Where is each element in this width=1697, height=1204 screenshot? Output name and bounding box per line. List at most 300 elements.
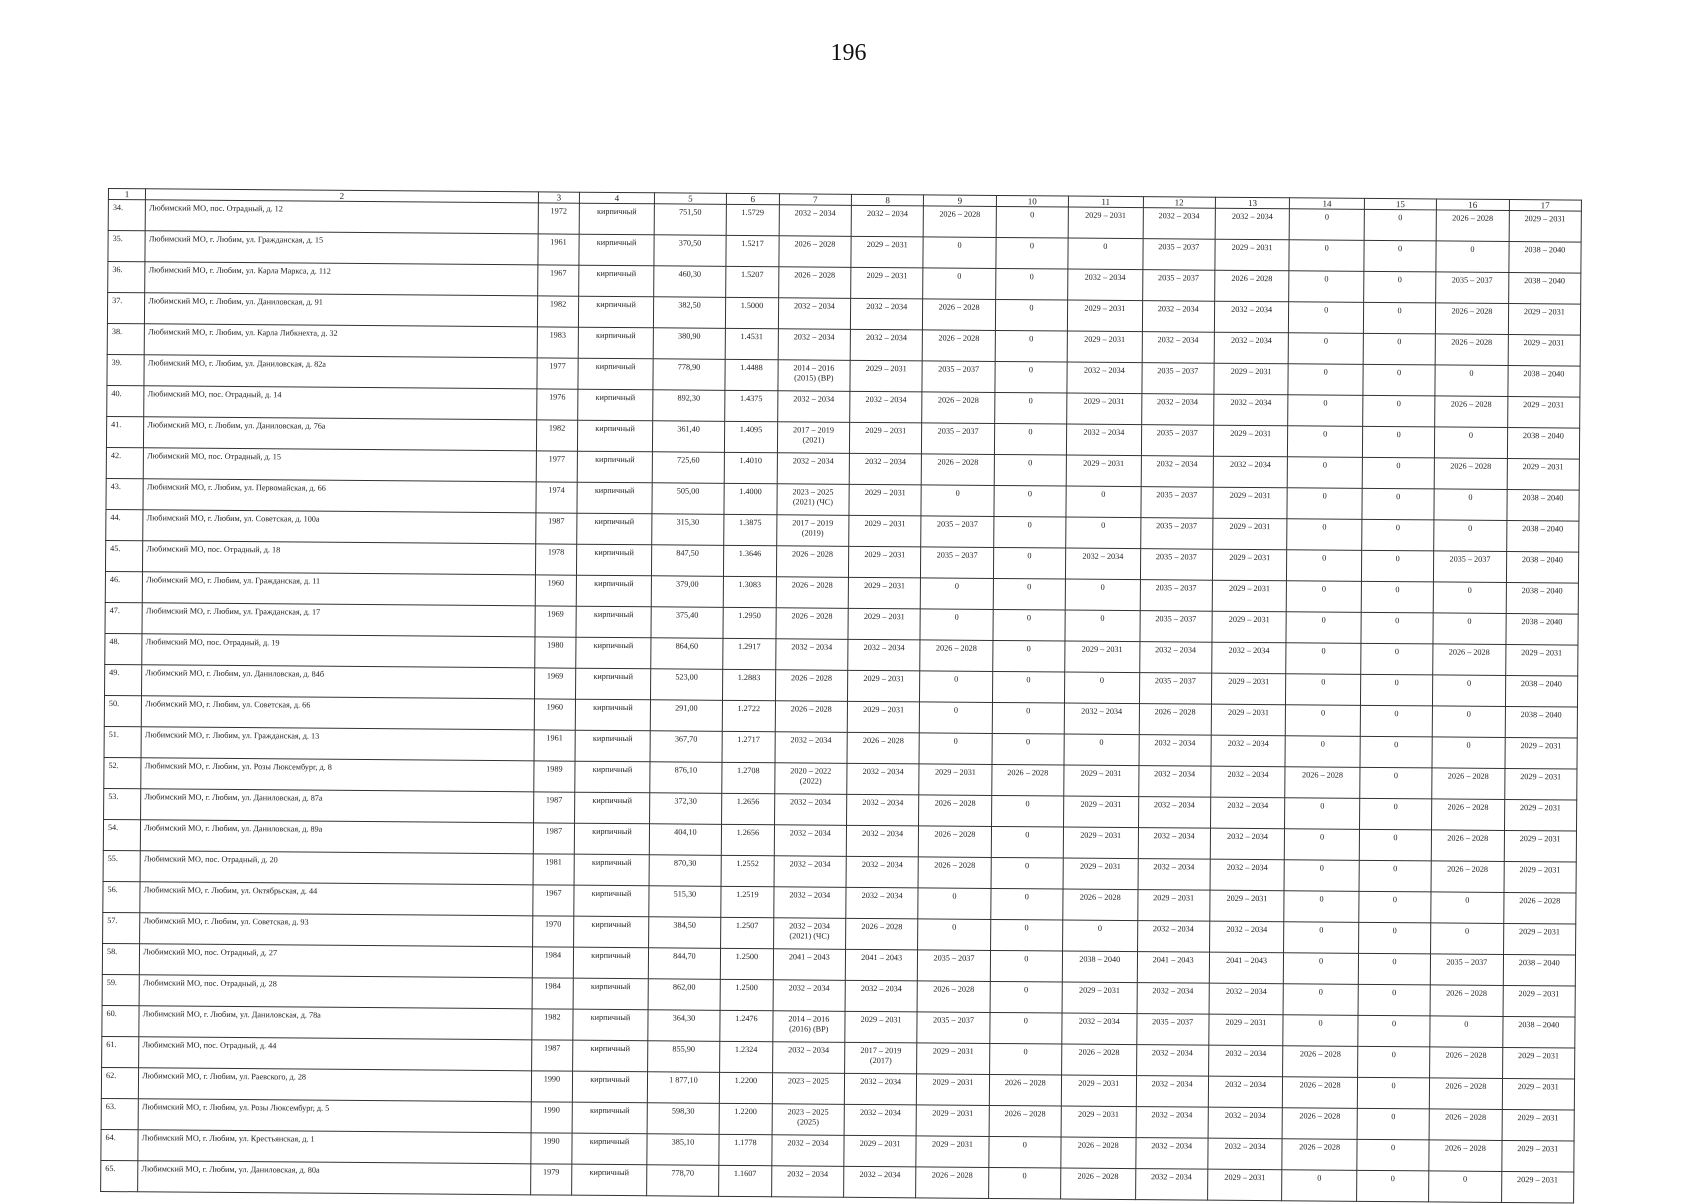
table-cell-col-13: 2029 – 2031 — [1212, 549, 1287, 581]
table-cell-col-3: 1982 — [531, 1009, 573, 1040]
table-cell-col-13: 2029 – 2031 — [1214, 363, 1289, 395]
table-cell-col-16: 2026 – 2028 — [1430, 985, 1503, 1017]
table-cell-col-4: кирпичный — [575, 792, 650, 824]
table-cell-col-12: 2032 – 2034 — [1138, 828, 1211, 860]
table-cell-col-3: 1987 — [533, 792, 575, 823]
table-cell-col-14: 0 — [1287, 550, 1362, 582]
column-header-8: 8 — [851, 194, 923, 206]
table-cell-col-11: 2029 – 2031 — [1061, 1075, 1136, 1107]
table-cell-col-1: 50. — [104, 695, 141, 726]
table-cell-col-8: 2032 – 2034 — [847, 763, 920, 795]
table-cell-col-2: Любимский МО, г. Любим, ул. Раевского, д. 28 — [139, 1068, 532, 1102]
column-header-11: 11 — [1068, 196, 1143, 208]
table-cell-col-8: 2029 – 2031 — [851, 267, 924, 299]
table-cell-col-12: 2035 – 2037 — [1142, 270, 1215, 302]
table-cell-col-11: 0 — [1068, 238, 1143, 270]
table-cell-col-5: 778,70 — [646, 1165, 719, 1197]
table-cell-col-9: 2035 – 2037 — [921, 547, 994, 579]
table-cell-col-14: 0 — [1285, 736, 1360, 768]
table-cell-col-12: 2032 – 2034 — [1141, 456, 1214, 488]
table-cell-col-16: 2026 – 2028 — [1431, 861, 1504, 893]
table-cell-col-12: 2032 – 2034 — [1138, 797, 1211, 829]
table-cell-col-6: 1.2200 — [719, 1072, 772, 1103]
table-cell-col-15: 0 — [1360, 705, 1433, 737]
column-header-2: 2 — [146, 189, 538, 203]
table-cell-col-16: 2035 – 2037 — [1434, 551, 1507, 583]
table-cell-col-6: 1.3875 — [724, 514, 777, 545]
table-cell-col-17: 2038 – 2040 — [1502, 1016, 1575, 1048]
table-cell-col-3: 1969 — [535, 606, 577, 637]
table-cell-col-2: Любимский МО, г. Любим, ул. Октябрьская, д. 44 — [140, 882, 533, 916]
table-cell-col-17: 2038 – 2040 — [1503, 954, 1576, 986]
table-cell-col-12: 2032 – 2034 — [1135, 1138, 1208, 1170]
table-cell-col-2: Любимский МО, г. Любим, ул. Гражданская, д. 11 — [142, 572, 535, 606]
table-cell-col-9: 0 — [921, 485, 994, 517]
table-cell-col-14: 2026 – 2028 — [1282, 1139, 1357, 1171]
table-cell-col-9: 0 — [918, 888, 991, 920]
table-cell-col-7: 2026 – 2028 — [776, 608, 849, 640]
table-cell-col-17: 2029 – 2031 — [1504, 768, 1577, 800]
table-cell-col-12: 2035 – 2037 — [1140, 580, 1213, 612]
table-cell-col-14: 0 — [1284, 953, 1359, 985]
table-cell-col-15: 0 — [1362, 519, 1435, 551]
table-cell-col-6: 1.1778 — [719, 1134, 772, 1165]
table-cell-col-1: 42. — [106, 447, 143, 478]
table-cell-col-2: Любимский МО, г. Любим, ул. Даниловская, д. 87а — [141, 789, 534, 823]
table-cell-col-15: 0 — [1359, 829, 1432, 861]
table-cell-col-12: 2026 – 2028 — [1139, 704, 1212, 736]
table-cell-col-1: 37. — [107, 293, 144, 324]
table-cell-col-13: 2032 – 2034 — [1208, 1107, 1283, 1139]
table-cell-col-13: 2032 – 2034 — [1209, 983, 1284, 1015]
table-cell-col-2: Любимский МО, г. Любим, ул. Даниловская, д. 84б — [142, 665, 535, 699]
cell-line: (2021) — [802, 435, 825, 445]
cell-line: 2014 – 2016 — [793, 363, 835, 373]
cell-line: 2020 – 2022 — [790, 766, 832, 776]
table-cell-col-10: 0 — [996, 206, 1069, 238]
table-cell-col-8: 2032 – 2034 — [848, 639, 921, 671]
table-cell-col-7: 2026 – 2028 — [779, 236, 852, 268]
table-cell-col-17: 2038 – 2040 — [1506, 582, 1579, 614]
table-cell-col-4: кирпичный — [576, 606, 651, 638]
table-cell-col-2: Любимский МО, г. Любим, ул. Даниловская, д. 76а — [144, 417, 537, 451]
table-cell-col-10: 0 — [995, 299, 1068, 331]
table-cell-col-15: 0 — [1361, 550, 1434, 582]
table-cell-col-6: 1.4095 — [725, 421, 778, 452]
table-cell-col-3: 1974 — [536, 482, 578, 513]
table-cell-col-11: 0 — [1064, 734, 1139, 766]
table-cell-col-14: 2026 – 2028 — [1285, 767, 1360, 799]
table-cell-col-1: 47. — [105, 602, 142, 633]
table-cell-col-6: 1.4531 — [725, 328, 778, 359]
table-cell-col-16: 2026 – 2028 — [1430, 1078, 1503, 1110]
table-cell-col-1: 65. — [101, 1160, 138, 1191]
table-cell-col-3: 1960 — [535, 575, 577, 606]
table-cell-col-15: 0 — [1363, 302, 1436, 334]
table-cell-col-10: 2026 – 2028 — [991, 764, 1064, 796]
table-cell-col-16: 0 — [1430, 1016, 1503, 1048]
table-cell-col-4: кирпичный — [574, 854, 649, 886]
table-cell-col-3: 1983 — [537, 327, 579, 358]
table-cell-col-7: 2032 – 2034 — [773, 980, 846, 1012]
table-cell-col-5: 382,50 — [653, 297, 726, 329]
table-cell-col-11: 2026 – 2028 — [1062, 1044, 1137, 1076]
table-cell-col-7: 2032 – 2034 — [772, 1042, 845, 1074]
table-cell-col-2: Любимский МО, г. Любим, ул. Даниловская, д. 82а — [144, 355, 537, 389]
table-cell-col-5: 855,90 — [647, 1041, 720, 1073]
table-cell-col-7: 2026 – 2028 — [775, 701, 848, 733]
table-cell-col-10: 0 — [992, 733, 1065, 765]
table-cell-col-7: 2026 – 2028 — [776, 546, 849, 578]
column-header-17: 17 — [1509, 200, 1582, 212]
table-cell-col-15: 0 — [1358, 1015, 1431, 1047]
table-cell-col-7: 2032 – 2034 — [772, 1135, 845, 1167]
table-cell-col-10: 2026 – 2028 — [989, 1105, 1062, 1137]
table-cell-col-10: 0 — [994, 392, 1067, 424]
table-cell-col-7 — [777, 422, 850, 454]
column-header-7: 7 — [779, 194, 851, 206]
table-cell-col-14: 0 — [1286, 705, 1361, 737]
table-cell-col-13: 2032 – 2034 — [1208, 1076, 1283, 1108]
table-cell-col-5: 380,90 — [653, 328, 726, 360]
table-cell-col-4: кирпичный — [578, 358, 653, 390]
table-cell-col-14: 0 — [1288, 426, 1363, 458]
table-cell-col-10: 0 — [994, 454, 1067, 486]
table-cell-col-14: 2026 – 2028 — [1282, 1108, 1357, 1140]
table-cell-col-12: 2032 – 2034 — [1137, 983, 1210, 1015]
table-cell-col-15: 0 — [1363, 395, 1436, 427]
table-cell-col-10: 0 — [991, 857, 1064, 889]
table-cell-col-14: 0 — [1285, 829, 1360, 861]
table-cell-col-7: 2032 – 2034 — [777, 453, 850, 485]
table-cell-col-6: 1.2324 — [720, 1041, 773, 1072]
table-cell-col-7 — [774, 763, 847, 795]
table-cell-col-9: 2026 – 2028 — [923, 330, 996, 362]
table-cell-col-6: 1.5000 — [726, 297, 779, 328]
table-cell-col-1: 53. — [104, 788, 141, 819]
table-cell-col-2: Любимский МО, г. Любим, ул. Даниловская, д. 91 — [145, 293, 538, 327]
table-cell-col-10: 2026 – 2028 — [989, 1074, 1062, 1106]
table-cell-col-5: 315,30 — [651, 514, 724, 546]
table-cell-col-15: 0 — [1364, 209, 1437, 241]
table-cell-col-9: 2026 – 2028 — [918, 857, 991, 889]
table-cell-col-14: 0 — [1284, 891, 1359, 923]
table-cell-col-7 — [772, 1104, 845, 1136]
table-cell-col-1: 35. — [108, 231, 145, 262]
table-cell-col-13: 2029 – 2031 — [1209, 1014, 1284, 1046]
table-cell-col-16: 0 — [1433, 582, 1506, 614]
table-cell-col-9: 2035 – 2037 — [921, 516, 994, 548]
table-cell-col-7 — [778, 360, 851, 392]
table-cell-col-7: 2032 – 2034 — [775, 732, 848, 764]
table-cell-col-8: 2029 – 2031 — [849, 515, 922, 547]
table-cell-col-14: 0 — [1284, 860, 1359, 892]
table-cell-col-16: 2026 – 2028 — [1435, 396, 1508, 428]
table-cell-col-5: 847,50 — [651, 545, 724, 577]
table-cell-col-9: 2035 – 2037 — [922, 361, 995, 393]
table-cell-col-12: 2032 – 2034 — [1138, 859, 1211, 891]
table-cell-col-16: 2035 – 2037 — [1436, 272, 1509, 304]
table-cell-col-2: Любимский МО, г. Любим, ул. Советская, д. 93 — [140, 913, 533, 947]
table-cell-col-4: кирпичный — [577, 544, 652, 576]
table-cell-col-12: 2032 – 2034 — [1143, 208, 1216, 240]
table-cell-col-10: 0 — [995, 330, 1068, 362]
table-cell-col-15: 0 — [1357, 1139, 1430, 1171]
table-cell-col-15: 0 — [1358, 984, 1431, 1016]
table-cell-col-6: 1.4375 — [725, 390, 778, 421]
table-cell-col-15: 0 — [1364, 240, 1437, 272]
table-cell-col-1: 48. — [105, 633, 142, 664]
table-cell-col-14: 0 — [1289, 333, 1364, 365]
table-cell-col-10: 0 — [989, 1043, 1062, 1075]
table-cell-col-2: Любимский МО, г. Любим, ул. Крестьянская, д. 1 — [138, 1130, 531, 1164]
table-cell-col-8: 2029 – 2031 — [850, 360, 923, 392]
table-cell-col-13: 2029 – 2031 — [1207, 1169, 1282, 1201]
table-cell-col-7 — [773, 1011, 846, 1043]
table-cell-col-4: кирпичный — [575, 761, 650, 793]
table-cell-col-6: 1.2708 — [722, 762, 775, 793]
table-cell-col-8: 2032 – 2034 — [844, 1104, 917, 1136]
table-cell-col-9: 2029 – 2031 — [917, 1043, 990, 1075]
table-cell-col-9: 0 — [921, 578, 994, 610]
table-cell-col-13: 2029 – 2031 — [1213, 487, 1288, 519]
column-header-14: 14 — [1290, 198, 1365, 210]
table-cell-col-15: 0 — [1360, 674, 1433, 706]
table-cell-col-10: 0 — [993, 547, 1066, 579]
table-cell-col-2: Любимский МО, пос. Отрадный, д. 27 — [140, 944, 533, 978]
table-cell-col-2: Любимский МО, пос. Отрадный, д. 19 — [142, 634, 535, 668]
table-cell-col-4: кирпичный — [572, 1133, 647, 1165]
table-cell-col-4: кирпичный — [576, 575, 651, 607]
column-header-5: 5 — [654, 193, 726, 205]
table-cell-col-15: 0 — [1359, 860, 1432, 892]
housing-register-table — [100, 188, 1582, 1204]
column-header-3: 3 — [538, 192, 580, 203]
table-cell-col-3: 1981 — [533, 854, 575, 885]
table-cell-col-2: Любимский МО, г. Любим, ул. Гражданская, д. 13 — [141, 727, 534, 761]
table-cell-col-6: 1.5217 — [726, 235, 779, 266]
table-cell-col-11: 2032 – 2034 — [1067, 362, 1142, 394]
table-cell-col-10: 0 — [995, 268, 1068, 300]
table-cell-col-5: 1 877,10 — [647, 1072, 720, 1104]
table-cell-col-1: 44. — [106, 509, 143, 540]
table-cell-col-11: 2029 – 2031 — [1067, 300, 1142, 332]
table-cell-col-5: 361,40 — [652, 421, 725, 453]
table-cell-col-14: 0 — [1283, 1015, 1358, 1047]
table-cell-col-8: 2032 – 2034 — [846, 825, 919, 857]
table-cell-col-10: 0 — [993, 609, 1066, 641]
table-cell-col-11: 2032 – 2034 — [1062, 1013, 1137, 1045]
table-cell-col-6: 1.2500 — [720, 979, 773, 1010]
table-cell-col-3: 1967 — [532, 885, 574, 916]
table-cell-col-14: 0 — [1289, 240, 1364, 272]
table-cell-col-3: 1987 — [535, 513, 577, 544]
table-cell-col-15: 0 — [1359, 798, 1432, 830]
table-cell-col-12: 2035 – 2037 — [1139, 611, 1212, 643]
table-cell-col-4: кирпичный — [574, 916, 649, 948]
table-cell-col-17: 2038 – 2040 — [1507, 427, 1580, 459]
table-cell-col-6: 1.5729 — [726, 204, 779, 235]
table-cell-col-16: 2026 – 2028 — [1430, 1047, 1503, 1079]
table-cell-col-9: 2026 – 2028 — [919, 826, 992, 858]
table-cell-col-15: 0 — [1358, 953, 1431, 985]
table-cell-col-16: 0 — [1432, 737, 1505, 769]
table-cell-col-2: Любимский МО, г. Любим, ул. Первомайская, д. 66 — [143, 479, 536, 513]
table-cell-col-8: 2029 – 2031 — [844, 1135, 917, 1167]
table-cell-col-17: 2029 – 2031 — [1502, 1047, 1575, 1079]
table-cell-col-3: 1987 — [533, 823, 575, 854]
table-cell-col-11: 2032 – 2034 — [1065, 548, 1140, 580]
table-cell-col-11: 0 — [1065, 579, 1140, 611]
table-cell-col-15: 0 — [1357, 1046, 1430, 1078]
table-cell-col-4: кирпичный — [574, 947, 649, 979]
table-cell-col-7: 2023 – 2025 — [772, 1073, 845, 1105]
table-cell-col-12: 2032 – 2034 — [1142, 332, 1215, 364]
table-cell-col-12: 2032 – 2034 — [1141, 394, 1214, 426]
cell-line: (2025) — [797, 1117, 819, 1127]
table-cell-col-14: 0 — [1288, 457, 1363, 489]
table-cell-col-15: 0 — [1356, 1170, 1429, 1202]
table-cell-col-16: 2035 – 2037 — [1430, 954, 1503, 986]
table-cell-col-4: кирпичный — [579, 296, 654, 328]
table-cell-col-13: 2032 – 2034 — [1210, 797, 1285, 829]
table-cell-col-10: 0 — [990, 981, 1063, 1013]
table-cell-col-7: 2032 – 2034 — [774, 794, 847, 826]
table-cell-col-8: 2026 – 2028 — [846, 918, 919, 950]
table-cell-col-5: 505,00 — [652, 483, 725, 515]
table-cell-col-4: кирпичный — [579, 234, 654, 266]
table-cell-col-9: 2029 – 2031 — [916, 1105, 989, 1137]
table-cell-col-12: 2035 – 2037 — [1141, 425, 1214, 457]
table-cell-col-11: 2029 – 2031 — [1062, 982, 1137, 1014]
cell-line: (2016) (ВР) — [789, 1024, 829, 1034]
table-cell-col-17: 2038 – 2040 — [1506, 520, 1579, 552]
table-cell-col-5: 379,00 — [651, 576, 724, 608]
table-cell-col-17: 2038 – 2040 — [1505, 613, 1578, 645]
table-cell-col-11: 2029 – 2031 — [1068, 207, 1143, 239]
table-cell-col-14: 0 — [1287, 581, 1362, 613]
table-cell-col-4: кирпичный — [573, 1040, 648, 1072]
table-cell-col-2: Любимский МО, г. Любим, ул. Даниловская, д. 89а — [141, 820, 534, 854]
table-cell-col-14: 0 — [1288, 395, 1363, 427]
table-cell-col-2: Любимский МО, г. Любим, ул. Советская, д. 66 — [142, 696, 535, 730]
table-cell-col-9: 2035 – 2037 — [917, 1012, 990, 1044]
table-cell-col-15: 0 — [1363, 364, 1436, 396]
table-cell-col-10: 0 — [990, 919, 1063, 951]
table-cell-col-4: кирпичный — [572, 1102, 647, 1134]
table-cell-col-1: 46. — [105, 571, 142, 602]
table-cell-col-6: 1.3083 — [723, 576, 776, 607]
table-cell-col-4: кирпичный — [576, 699, 651, 731]
table-cell-col-8: 2032 – 2034 — [851, 205, 924, 237]
table-cell-col-10: 0 — [990, 888, 1063, 920]
table-cell-col-9: 0 — [923, 237, 996, 269]
table-cell-col-17: 2029 – 2031 — [1504, 861, 1577, 893]
table-cell-col-14: 0 — [1286, 643, 1361, 675]
table-cell-col-4: кирпичный — [574, 885, 649, 917]
table-cell-col-6: 1.2950 — [723, 607, 776, 638]
table-cell-col-9: 2035 – 2037 — [922, 423, 995, 455]
table-cell-col-11: 0 — [1066, 517, 1141, 549]
table-cell-col-13: 2029 – 2031 — [1210, 890, 1285, 922]
table-cell-col-5: 751,50 — [654, 204, 727, 236]
table-cell-col-4: кирпичный — [579, 203, 654, 235]
table-cell-col-8: 2041 – 2043 — [845, 949, 918, 981]
table-cell-col-14: 0 — [1289, 271, 1364, 303]
table-cell-col-3: 1977 — [536, 451, 578, 482]
table-cell-col-13: 2032 – 2034 — [1213, 456, 1288, 488]
table-cell-col-8: 2032 – 2034 — [847, 794, 920, 826]
table-cell-col-3: 1967 — [537, 265, 579, 296]
table-cell-col-3: 1960 — [534, 699, 576, 730]
table-cell-col-8: 2029 – 2031 — [849, 484, 922, 516]
table-cell-col-4: кирпичный — [579, 265, 654, 297]
table-cell-col-12: 2035 – 2037 — [1140, 487, 1213, 519]
column-header-9: 9 — [924, 195, 996, 207]
cell-line: 2023 – 2025 — [792, 487, 834, 497]
table-cell-col-13: 2032 – 2034 — [1209, 921, 1284, 953]
table-cell-col-8: 2029 – 2031 — [848, 546, 921, 578]
table-cell-col-5: 372,30 — [649, 793, 722, 825]
table-cell-col-17: 2026 – 2028 — [1503, 892, 1576, 924]
column-header-4: 4 — [580, 192, 655, 204]
table-cell-col-7 — [777, 484, 850, 516]
table-cell-col-16: 0 — [1433, 613, 1506, 645]
table-cell-col-2: Любимский МО, г. Любим, ул. Советская, д. 100а — [143, 510, 536, 544]
table-cell-col-17: 2029 – 2031 — [1507, 396, 1580, 428]
table-cell-col-6: 1.2656 — [721, 824, 774, 855]
table-cell-col-17: 2038 – 2040 — [1506, 551, 1579, 583]
table-cell-col-6: 1.2722 — [722, 700, 775, 731]
table-cell-col-16: 0 — [1433, 675, 1506, 707]
table-cell-col-5: 375,40 — [651, 607, 724, 639]
table-cell-col-9: 2029 – 2031 — [919, 764, 992, 796]
table-cell-col-17: 2029 – 2031 — [1508, 334, 1581, 366]
cell-line: (2022) — [799, 776, 822, 786]
table-cell-col-17: 2029 – 2031 — [1502, 1078, 1575, 1110]
table-cell-col-15: 0 — [1362, 457, 1435, 489]
table-cell-col-12: 2032 – 2034 — [1136, 1076, 1209, 1108]
table-cell-col-5: 864,60 — [651, 638, 724, 670]
table-cell-col-1: 57. — [103, 912, 140, 943]
table-cell-col-17: 2029 – 2031 — [1507, 458, 1580, 490]
table-cell-col-1: 49. — [105, 664, 142, 695]
table-cell-col-6: 1.1607 — [719, 1165, 772, 1196]
cell-line: 2017 – 2019 — [860, 1045, 902, 1056]
table-cell-col-13: 2032 – 2034 — [1214, 301, 1289, 333]
table-cell-col-17: 2029 – 2031 — [1504, 830, 1577, 862]
table-cell-col-16: 2026 – 2028 — [1436, 210, 1509, 242]
table-cell-col-8: 2029 – 2031 — [847, 701, 920, 733]
table-cell-col-6: 1.2507 — [721, 917, 774, 948]
table-cell-col-1: 43. — [106, 478, 143, 509]
table-cell-col-11: 2038 – 2040 — [1062, 951, 1137, 983]
table-cell-col-10: 0 — [993, 516, 1066, 548]
table-cell-col-3: 1982 — [536, 420, 578, 451]
table-cell-col-4: кирпичный — [578, 389, 653, 421]
table-cell-col-13: 2032 – 2034 — [1212, 642, 1287, 674]
table-cell-col-14: 2026 – 2028 — [1283, 1077, 1358, 1109]
table-cell-col-17: 2038 – 2040 — [1508, 242, 1581, 274]
table-cell-col-11: 2026 – 2028 — [1061, 1168, 1136, 1200]
table-cell-col-15: 0 — [1364, 271, 1437, 303]
table-cell-col-11: 2029 – 2031 — [1063, 827, 1138, 859]
table-cell-col-3: 1961 — [534, 730, 576, 761]
table-cell-col-10: 0 — [994, 485, 1067, 517]
table-cell-col-6: 1.2552 — [721, 855, 774, 886]
table-cell-col-6: 1.4010 — [724, 452, 777, 483]
table-cell-col-2: Любимский МО, пос. Отрадный, д. 15 — [143, 448, 536, 482]
